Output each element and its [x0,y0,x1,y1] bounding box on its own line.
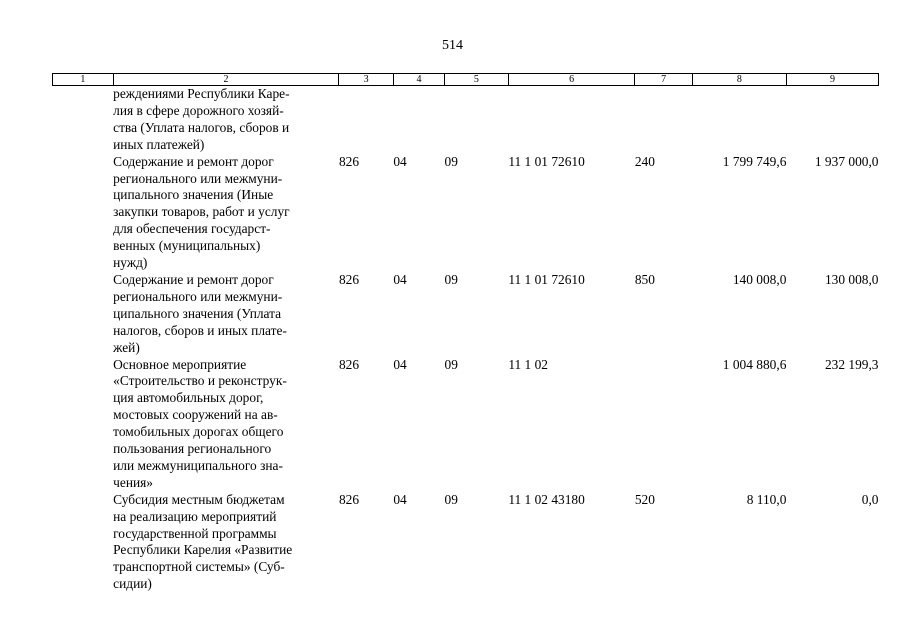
description-line: нужд) [113,255,148,271]
description-line: пользования регионального [113,441,272,457]
section-code-cell: 04 [393,271,407,287]
description-cell [113,357,339,492]
subsection-code-cell: 09 [444,153,458,169]
target-article-code-cell: 11 1 01 72610 [508,271,585,287]
amount-year-1-cell: 1 004 880,6 [722,356,787,372]
description-line: лия в сфере дорожного хозяй- [113,102,284,118]
description-cell [113,86,339,154]
description-line: Субсидия местным бюджетам [113,491,285,507]
table-body [53,86,879,594]
description-line: реждениями Республики Каре- [113,86,290,101]
column-number-header [53,74,879,86]
description-line: «Строительство и реконструк- [113,373,287,389]
description-line: регионального или межмуни- [113,170,283,186]
expense-type-code-cell: 850 [634,271,655,287]
budget-table [52,73,879,593]
column-number-9: 9 [786,74,878,86]
row-number-cell [53,86,114,154]
description-line: налогов, сборов и иных плате- [113,322,287,338]
subsection-code-cell: 09 [444,491,458,507]
amount-year-2-cell: 232 199,3 [824,356,879,372]
row-number-cell [53,492,114,593]
description-line: чения» [113,474,154,490]
column-number-3: 3 [339,74,393,86]
target-article-code-cell: 11 1 02 [508,356,548,372]
description-line: транспортной системы» (Суб- [113,559,285,575]
subsection-code-cell: 09 [444,356,458,372]
description-line: иных платежей) [113,136,205,152]
description-line: закупки товаров, работ и услуг [113,204,290,220]
subsection-code-cell: 09 [444,271,458,287]
ministry-code-cell: 826 [338,356,360,372]
description-line: ципального значения (Уплата [113,305,282,321]
expense-type-code-cell: 520 [634,491,655,507]
section-code-cell: 04 [393,356,407,372]
ministry-code-cell: 826 [338,153,360,169]
ministry-code-cell [339,86,393,154]
amount-year-2-cell [786,86,878,154]
description-line: венных (муниципальных) [113,238,261,254]
table-row [53,357,879,492]
description-line: ципального значения (Иные [113,187,274,203]
target-article-code-cell [508,86,635,154]
expense-type-code-cell: 240 [634,153,655,169]
ministry-code-cell: 826 [338,271,360,287]
expense-type-code-cell [635,86,693,154]
description-line: государственной программы [113,525,277,541]
description-line: Основное мероприятие [113,356,247,372]
description-line: ства (Уплата налогов, сборов и [113,119,290,135]
column-number-2: 2 [113,74,339,86]
description-cell [113,154,339,272]
description-line: Содержание и ремонт дорог [113,153,274,169]
section-code-cell: 04 [393,491,407,507]
table-row [53,272,879,357]
ministry-code-cell: 826 [338,491,360,507]
section-code-cell [393,86,444,154]
description-line: для обеспечения государст- [113,221,271,237]
expense-type-code-cell [635,357,693,492]
description-line: Республики Карелия «Развитие [113,542,293,558]
section-code-cell: 04 [393,153,407,169]
subsection-code-cell [445,86,509,154]
description-cell [113,272,339,357]
description-line: мостовых сооружений на ав- [113,407,278,423]
description-line: регионального или межмуни- [113,288,283,304]
table-row [53,86,879,154]
amount-year-1-cell: 8 110,0 [746,491,787,507]
amount-year-2-cell: 1 937 000,0 [814,153,879,169]
description-cell [113,492,339,593]
target-article-code-cell: 11 1 01 72610 [508,153,585,169]
column-number-5: 5 [445,74,509,86]
column-number-6: 6 [508,74,635,86]
description-line: или межмуниципального зна- [113,457,283,473]
column-number-7: 7 [635,74,693,86]
page-number: 514 [442,38,463,53]
description-line: сидии) [113,576,152,592]
table-row [53,154,879,272]
description-line: жей) [113,339,140,355]
row-number-cell [53,357,114,492]
description-line: на реализацию мероприятий [113,508,277,524]
column-number-1: 1 [53,74,114,86]
column-number-8: 8 [692,74,786,86]
table-row [53,492,879,593]
amount-year-2-cell: 0,0 [861,491,879,507]
amount-year-1-cell: 1 799 749,6 [722,153,787,169]
description-line: ция автомобильных дорог, [113,390,264,406]
description-line: Содержание и ремонт дорог [113,271,274,287]
amount-year-2-cell: 130 008,0 [824,271,879,287]
amount-year-1-cell [692,86,786,154]
column-number-4: 4 [393,74,444,86]
row-number-cell [53,154,114,272]
amount-year-1-cell: 140 008,0 [732,271,787,287]
description-line: томобильных дорогах общего [113,424,284,440]
target-article-code-cell: 11 1 02 43180 [508,491,585,507]
row-number-cell [53,272,114,357]
